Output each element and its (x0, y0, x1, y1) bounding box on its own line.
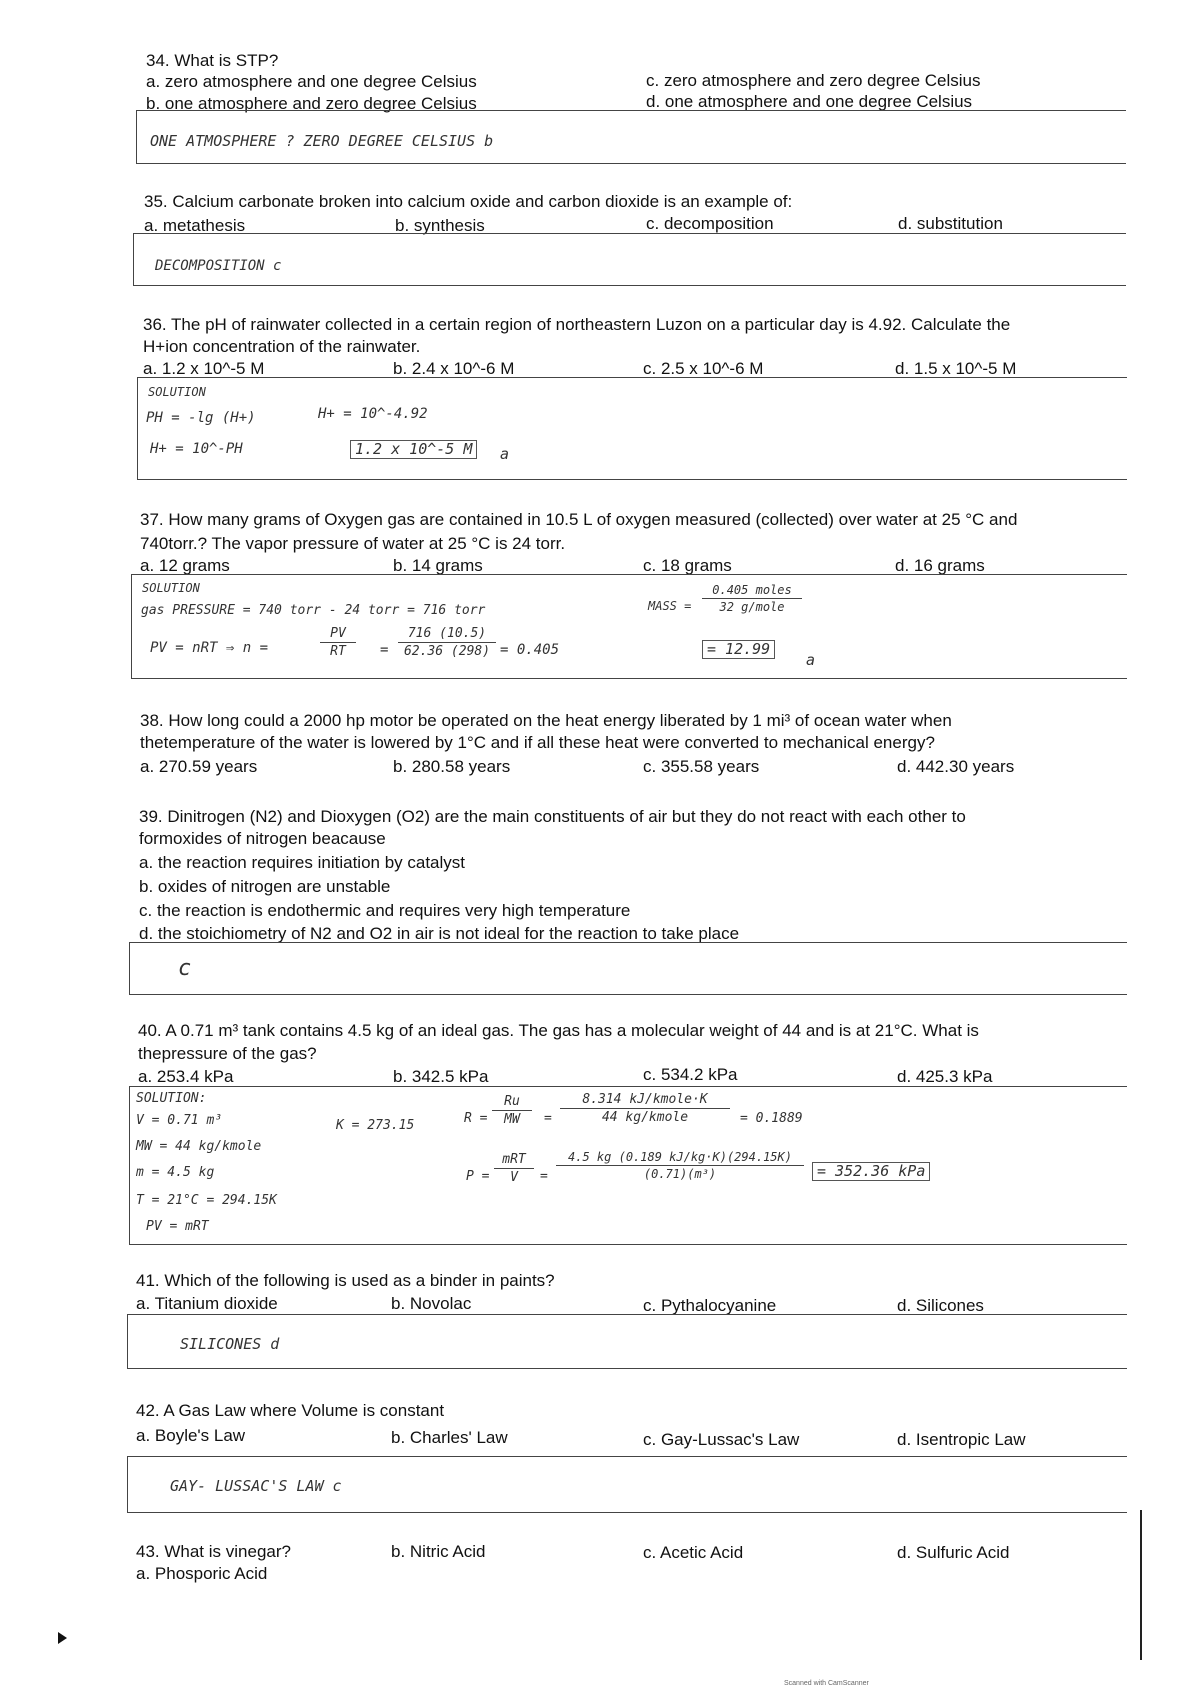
q41-option-d: d. Silicones (897, 1296, 984, 1315)
q37-work-line2: PV = nRT ⇒ n = (150, 640, 269, 656)
q36-work-line3: H+ = 10^-4.92 (318, 406, 428, 422)
q36-result-box: 1.2 x 10^-5 M (350, 440, 477, 459)
q38-option-a: a. 270.59 years (140, 757, 258, 776)
q40-given-t: T = 21°C = 294.15K (136, 1193, 277, 1208)
q42-option-a: a. Boyle's Law (136, 1426, 246, 1445)
q39-bottom-rule (129, 994, 1127, 995)
q40-question-line2: thepressure of the gas? (138, 1044, 317, 1063)
q38-question-line2: thetemperature of the water is lowered by 1°C and if all these heat were converted to mechanical energy? (140, 733, 935, 752)
q43-option-d: d. Sulfuric Acid (897, 1543, 1010, 1562)
q40-r-fraction (492, 1094, 532, 1127)
q43-option-c: c. Acetic Acid (643, 1543, 744, 1562)
q40-kelvin: K = 273.15 (336, 1118, 415, 1133)
q35-option-b: b. synthesis (395, 216, 485, 235)
q42-option-b: b. Charles' Law (391, 1428, 508, 1447)
q37-calc-bar (398, 642, 496, 643)
q37-equals: = (380, 642, 389, 658)
q42-bottom-rule (127, 1512, 1127, 1513)
q36-box-left (137, 377, 138, 479)
q40-result-box: = 352.36 kPa (812, 1162, 930, 1181)
q40-given-v: V = 0.71 m³ (136, 1113, 223, 1128)
q37-option-a: a. 12 grams (140, 556, 230, 575)
q34-question: 34. What is STP? (146, 51, 279, 70)
q36-option-d: d. 1.5 x 10^-5 M (895, 359, 1017, 378)
q42-option-c: c. Gay-Lussac's Law (643, 1430, 800, 1449)
q37-mass-fraction (702, 583, 802, 614)
q40-r-calc-fraction (560, 1092, 730, 1125)
q36-work-line2: H+ = 10^-PH (150, 441, 243, 457)
q40-r-calc-bar (560, 1108, 730, 1109)
q37-pv-bar (320, 642, 356, 643)
q38-option-d: d. 442.30 years (897, 757, 1015, 776)
q38-question-line1: 38. How long could a 2000 hp motor be operated on the heat energy liberated by 1 mi³ of ocean water when (140, 711, 952, 730)
q37-question-line1: 37. How many grams of Oxygen gas are contained in 10.5 L of oxygen measured (collected) over water at 25 °C and (140, 510, 1018, 529)
q40-r-calc-den: 44 kg/kmole (601, 1110, 689, 1125)
q35-option-c: c. decomposition (646, 214, 774, 233)
q35-top-rule (133, 233, 1126, 234)
q42-answer: GAY- LUSSAC'S LAW c (170, 1477, 342, 1495)
q38-option-b: b. 280.58 years (393, 757, 511, 776)
q39-box-left (129, 942, 130, 994)
q40-given-m: m = 4.5 kg (136, 1165, 215, 1180)
q40-option-a: a. 253.4 kPa (138, 1067, 234, 1086)
q37-pv-num: PV (330, 626, 346, 641)
q37-option-c: c. 18 grams (643, 556, 732, 575)
q39-option-c: c. the reaction is endothermic and requires very high temperature (139, 901, 631, 920)
q39-question-line2: formoxides of nitrogen beacause (139, 829, 386, 848)
q39-question-line1: 39. Dinitrogen (N2) and Dioxygen (O2) are the main constituents of air but they do not react with each other to (139, 807, 966, 826)
q38-option-c: c. 355.58 years (643, 757, 760, 776)
q39-option-b: b. oxides of nitrogen are unstable (139, 877, 391, 896)
q40-p-calc-bar (556, 1165, 804, 1166)
q40-option-c: c. 534.2 kPa (643, 1065, 738, 1084)
q40-p-label: P = (466, 1169, 490, 1184)
q37-calc-den: 62.36 (298) (403, 644, 491, 659)
q40-p-calc-fraction (556, 1150, 804, 1181)
q37-box-left (131, 574, 132, 678)
q37-mass-label: MASS = (648, 599, 692, 613)
q36-option-a: a. 1.2 x 10^-5 M (143, 359, 265, 378)
q40-r-equals: = (544, 1111, 552, 1126)
q40-p-calc-den: (0.71)(m³) (643, 1167, 717, 1181)
q37-top-rule (131, 574, 1127, 575)
page-edge-line (1140, 1510, 1142, 1660)
q36-question-line1: 36. The pH of rainwater collected in a certain region of northeastern Luzon on a particular day is 4.92. Calculate the (143, 315, 1011, 334)
q37-calc-fraction (398, 626, 496, 659)
q40-p-den: V (510, 1170, 518, 1185)
q35-option-a: a. metathesis (144, 216, 246, 235)
q37-option-d: d. 16 grams (895, 556, 985, 575)
q37-pv-fraction (320, 626, 356, 659)
q40-p-fraction (494, 1152, 534, 1185)
q41-option-b: b. Novolac (391, 1294, 472, 1313)
q39-top-rule (129, 942, 1127, 943)
q41-box-left (127, 1314, 128, 1368)
q37-result-box: = 12.99 (702, 640, 775, 659)
q36-option-c: c. 2.5 x 10^-6 M (643, 359, 764, 378)
q43-question: 43. What is vinegar? (136, 1542, 291, 1561)
q35-bottom-rule (133, 285, 1126, 286)
q39-option-a: a. the reaction requires initiation by catalyst (139, 853, 466, 872)
q42-top-rule (127, 1456, 1127, 1457)
q35-question: 35. Calcium carbonate broken into calcium oxide and carbon dioxide is an example of: (144, 192, 793, 211)
q37-n-result: = 0.405 (500, 642, 560, 658)
q35-answer: DECOMPOSITION c (155, 258, 282, 274)
q43-option-b: b. Nitric Acid (391, 1542, 486, 1561)
q40-bottom-rule (129, 1244, 1127, 1245)
q40-p-num: mRT (502, 1152, 526, 1167)
q37-solution-label: SOLUTION (142, 581, 200, 595)
arrow-marker-icon (58, 1632, 67, 1644)
q40-r-num: Ru (504, 1094, 520, 1109)
q37-mass-num: 0.405 moles (712, 583, 792, 597)
q37-calc-num: 716 (10.5) (407, 626, 487, 641)
q39-option-d: d. the stoichiometry of N2 and O2 in air is not ideal for the reaction to take place (139, 924, 740, 943)
q40-option-b: b. 342.5 kPa (393, 1067, 489, 1086)
q37-pv-den: RT (330, 644, 346, 659)
q37-bottom-rule (131, 678, 1127, 679)
q34-option-d: d. one atmosphere and one degree Celsius (646, 92, 973, 111)
q36-bottom-rule (137, 479, 1127, 480)
q41-option-c: c. Pythalocyanine (643, 1296, 777, 1315)
q35-box-left (133, 233, 134, 285)
q35-option-d: d. substitution (898, 214, 1003, 233)
q34-bottom-rule (136, 163, 1126, 164)
q37-answer-letter: a (806, 651, 816, 669)
q42-question: 42. A Gas Law where Volume is constant (136, 1401, 445, 1420)
q40-option-d: d. 425.3 kPa (897, 1067, 993, 1086)
q36-option-b: b. 2.4 x 10^-6 M (393, 359, 515, 378)
q42-box-left (127, 1456, 128, 1512)
q37-option-b: b. 14 grams (393, 556, 483, 575)
scanner-watermark: Scanned with CamScanner (784, 1680, 869, 1687)
q36-solution-label: SOLUTION (148, 385, 206, 399)
q40-given-mw: MW = 44 kg/kmole (136, 1139, 262, 1154)
q40-p-equals: = (540, 1169, 548, 1184)
q41-top-rule (127, 1314, 1127, 1315)
q37-work-line1: gas PRESSURE = 740 torr - 24 torr = 716 torr (141, 603, 486, 618)
q34-option-b: b. one atmosphere and zero degree Celsius (146, 94, 477, 113)
q40-r-bar (492, 1110, 532, 1111)
q40-solution-label: SOLUTION: (136, 1091, 207, 1106)
q34-box-left (136, 110, 137, 164)
q40-p-bar (494, 1168, 534, 1169)
q36-top-rule (137, 377, 1127, 378)
q40-r-label: R = (464, 1111, 488, 1126)
q40-box-left (129, 1086, 130, 1244)
q34-option-a: a. zero atmosphere and one degree Celsius (146, 72, 477, 91)
q40-top-rule (129, 1086, 1127, 1087)
q34-top-rule (136, 110, 1126, 111)
q36-work-line1: PH = -lg (H+) (146, 410, 256, 426)
q40-r-calc-num: 8.314 kJ/kmole·K (582, 1092, 708, 1107)
q43-option-a: a. Phosporic Acid (136, 1564, 268, 1583)
q41-option-a: a. Titanium dioxide (136, 1294, 278, 1313)
q42-option-d: d. Isentropic Law (897, 1430, 1026, 1449)
q36-answer-letter: a (500, 445, 510, 463)
q41-question: 41. Which of the following is used as a binder in paints? (136, 1271, 555, 1290)
q40-equation: PV = mRT (146, 1219, 209, 1234)
q34-option-c: c. zero atmosphere and zero degree Celsius (646, 71, 981, 90)
q34-answer: ONE ATMOSPHERE ? ZERO DEGREE CELSIUS b (150, 132, 494, 150)
q36-question-line2: H+ion concentration of the rainwater. (143, 337, 421, 356)
q39-answer: c (178, 956, 192, 981)
q40-p-calc-num: 4.5 kg (0.189 kJ/kg·K)(294.15K) (568, 1150, 792, 1164)
q41-bottom-rule (127, 1368, 1127, 1369)
q37-mass-bar (702, 598, 802, 599)
q41-answer: SILICONES d (180, 1335, 280, 1353)
q37-mass-den: 32 g/mole (719, 600, 785, 614)
q40-question-line1: 40. A 0.71 m³ tank contains 4.5 kg of an ideal gas. The gas has a molecular weight of 44 and is at 21°C. What is (138, 1021, 979, 1040)
q37-question-line2: 740torr.? The vapor pressure of water at 25 °C is 24 torr. (140, 534, 566, 553)
q40-r-den: MW (504, 1112, 520, 1127)
q40-r-result: = 0.1889 (740, 1111, 803, 1126)
